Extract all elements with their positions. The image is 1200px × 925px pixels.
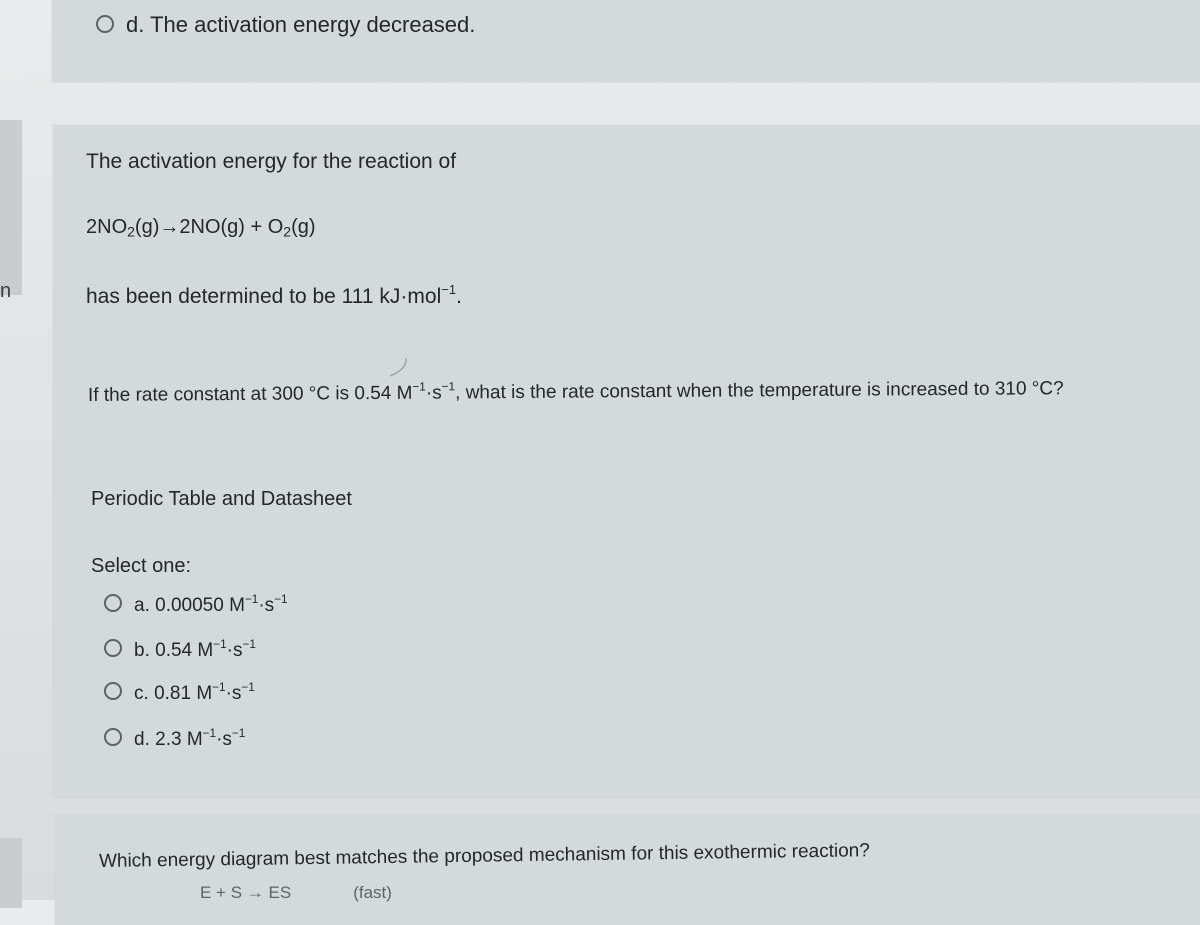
- radio-button[interactable]: [96, 15, 114, 33]
- left-edge-strip: [0, 120, 22, 295]
- radio-button[interactable]: [104, 682, 122, 700]
- mechanism-rate: (fast): [353, 883, 392, 902]
- option-exponent-1: −1: [244, 592, 259, 606]
- prompt-mid: ·s: [425, 382, 442, 404]
- option-value: 0.81 M: [154, 683, 213, 704]
- previous-option-d[interactable]: [96, 14, 475, 36]
- radio-button[interactable]: [104, 594, 122, 612]
- mechanism-equation: E + S → ES: [200, 883, 292, 902]
- prompt-exponent-1: −1: [412, 380, 426, 394]
- option-letter: d.: [126, 12, 145, 37]
- prompt-exponent-2: −1: [441, 380, 456, 394]
- option-exponent-2: −1: [241, 680, 255, 694]
- mechanism-step: [200, 884, 392, 901]
- product-formula: 2NO(g) + O: [179, 216, 284, 238]
- radio-button[interactable]: [104, 728, 122, 746]
- next-question-prompt: Which energy diagram best matches the proposed mechanism for this exothermic reaction?: [98, 840, 870, 872]
- option-exponent-2: −1: [231, 726, 246, 740]
- option-mid: ·s: [216, 729, 232, 750]
- activation-energy-statement: [86, 281, 462, 308]
- option-letter: a.: [134, 595, 150, 616]
- prompt-part2: , what is the rate constant when the temperature is increased to 310 °C?: [455, 378, 1064, 404]
- answer-option-c[interactable]: [104, 682, 255, 703]
- option-exponent-2: −1: [242, 637, 256, 651]
- answer-option-d[interactable]: [104, 728, 245, 749]
- prompt-part1: If the rate constant at 300 °C is 0.54 M: [87, 382, 413, 406]
- option-value: 0.54 M: [155, 640, 214, 661]
- option-mid: ·s: [258, 595, 275, 616]
- select-one-label: Select one:: [91, 555, 192, 577]
- product-subscript: 2: [283, 223, 292, 240]
- option-value: 2.3 M: [155, 729, 203, 750]
- option-exponent-1: −1: [213, 637, 227, 651]
- reaction-arrow-icon: →: [159, 216, 180, 238]
- reactant-state: (g): [134, 216, 160, 238]
- reactant-subscript: 2: [127, 223, 135, 240]
- option-mid: ·s: [226, 640, 243, 661]
- product-state: (g): [291, 216, 316, 238]
- option-letter: c.: [134, 683, 149, 704]
- question-intro: The activation energy for the reaction of: [86, 150, 457, 173]
- option-text: The activation energy decreased.: [150, 12, 476, 37]
- option-letter: b.: [134, 640, 150, 661]
- energy-period: .: [456, 285, 462, 308]
- left-edge-strip-lower: [0, 838, 22, 908]
- option-exponent-1: −1: [202, 726, 217, 740]
- reaction-equation: [86, 216, 316, 240]
- energy-exponent: −1: [441, 281, 457, 297]
- answer-option-a[interactable]: [104, 594, 288, 615]
- option-value: 0.00050 M: [155, 595, 245, 616]
- option-mid: ·s: [225, 683, 242, 704]
- option-exponent-2: −1: [274, 592, 288, 606]
- option-letter: d.: [134, 729, 150, 750]
- answer-option-b[interactable]: [104, 639, 256, 660]
- reactant-formula: 2NO: [86, 216, 128, 238]
- datasheet-link[interactable]: Periodic Table and Datasheet: [91, 488, 352, 510]
- edge-glyph: n: [0, 280, 12, 302]
- option-exponent-1: −1: [212, 680, 226, 694]
- energy-text: has been determined to be 111 kJ·mol: [86, 285, 442, 308]
- radio-button[interactable]: [104, 639, 122, 657]
